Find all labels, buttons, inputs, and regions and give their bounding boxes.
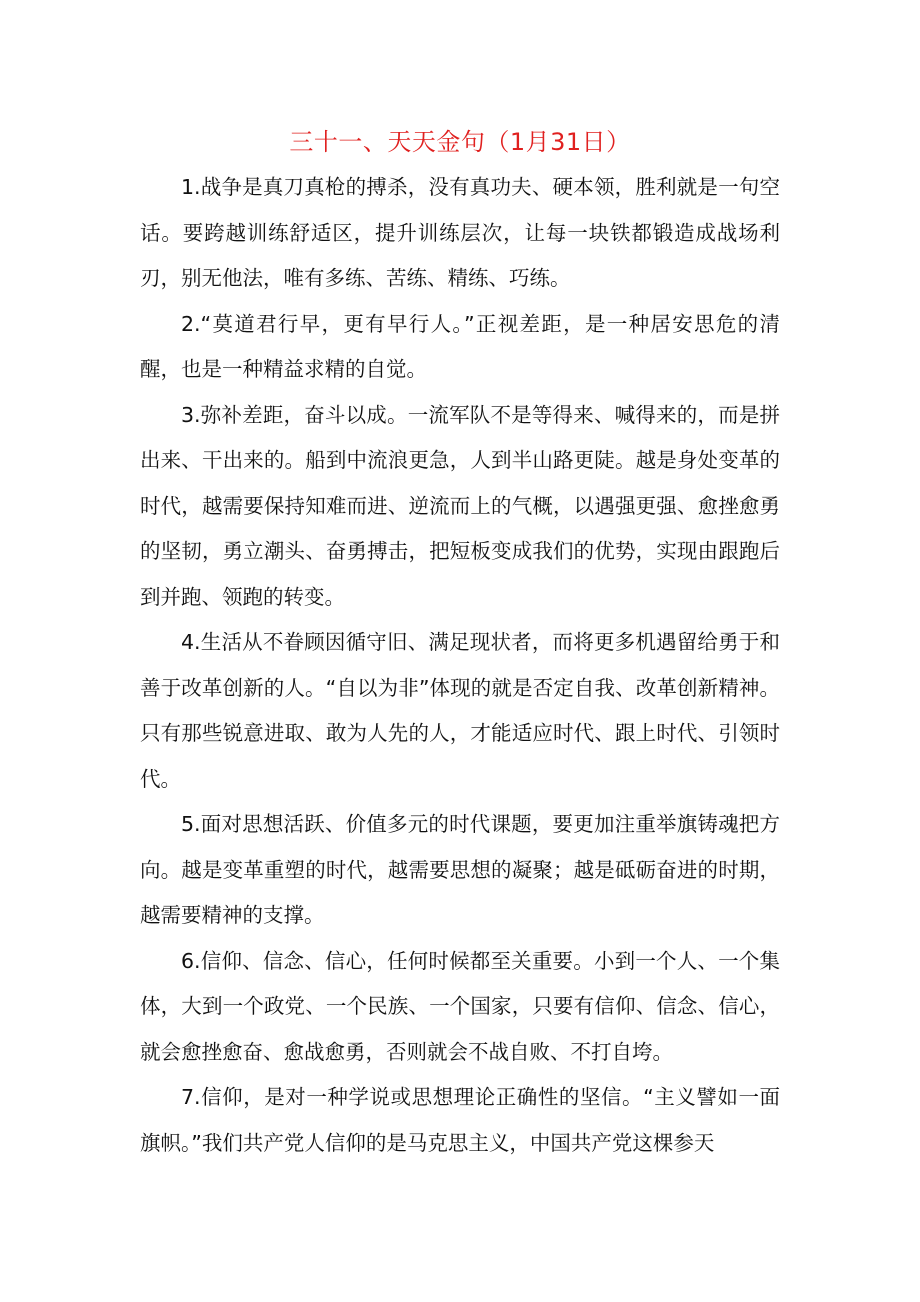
paragraph-2: 2.“莫道君行早，更有早行人。”正视差距，是一种居安思危的清醒，也是一种精益求精的自觉。 (140, 311, 780, 381)
paragraph-1: 1.战争是真刀真枪的搏杀，没有真功夫、硬本领，胜利就是一句空话。要跨越训练舒适区，提升训练层次，让每一块铁都锻造成战场利刃，别无他法，唯有多练、苦练、精练、巧练。 (140, 175, 780, 290)
paragraph-6: 6.信仰、信念、信心，任何时候都至关重要。小到一个人、一个集体，大到一个政党、一个民族、一个国家，只要有信仰、信念、信心，就会愈挫愈奋、愈战愈勇，否则就会不战自败、不打自垮。 (140, 948, 780, 1064)
paragraph-5: 5.面对思想活跃、价值多元的时代课题，要更加注重举旗铸魂把方向。越是变革重塑的时代，越需要思想的凝聚；越是砥砺奋进的时期，越需要精神的支撑。 (140, 812, 780, 927)
paragraph-4: 4.生活从不眷顾因循守旧、满足现状者，而将更多机遇留给勇于和善于改革创新的人。“自以为非”体现的就是否定自我、改革创新精神。只有那些锐意进取、敢为人先的人，才能适应时代、跟上时代、引领时代。 (140, 630, 780, 791)
paragraph-3: 3.弥补差距，奋斗以成。一流军队不是等得来、喊得来的，而是拼出来、干出来的。船到中流浪更急，人到半山路更陡。越是身处变革的时代，越需要保持知难而进、逆流而上的气概，以遇强更强、愈挫愈勇的坚韧，勇立潮头、奋勇搏击，把短板变成我们的优势，实现由跟跑后到并跑、领跑的转变。 (140, 402, 780, 609)
paragraph-7: 7.信仰，是对一种学说或思想理论正确性的坚信。“主义譬如一面旗帜。”我们共产党人信仰的是马克思主义，中国共产党这棵参天 (140, 1085, 780, 1155)
document-body (140, 165, 780, 1166)
page-title: 三十一、天天金句（1月31日） (289, 128, 631, 156)
